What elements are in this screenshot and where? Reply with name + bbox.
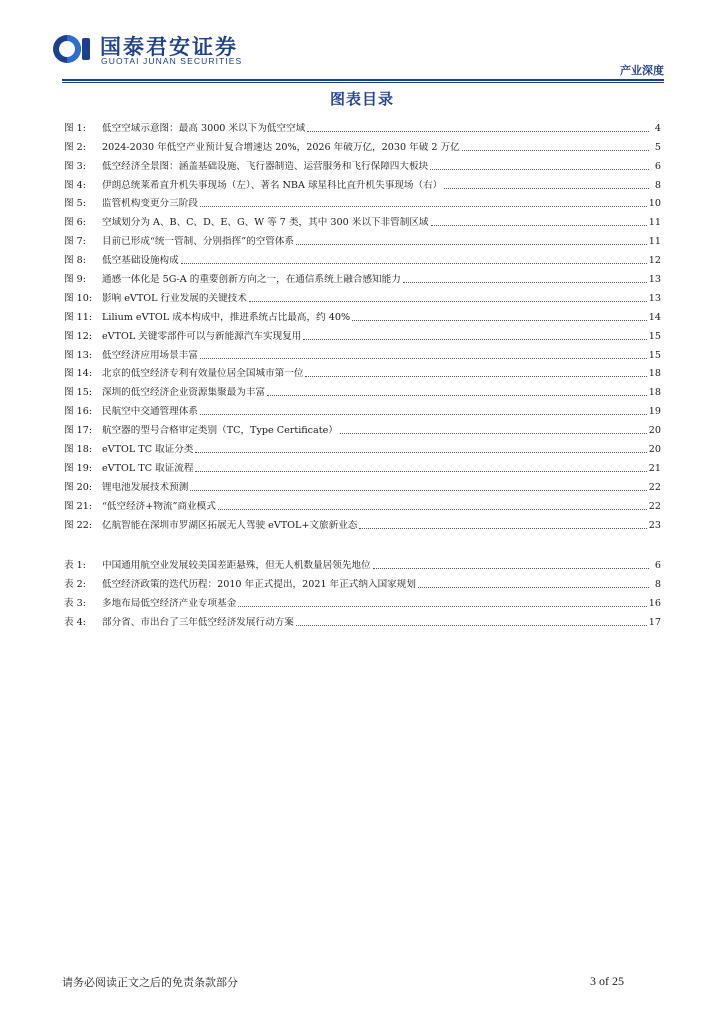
figure-toc-entry[interactable]: [64, 513, 661, 532]
toc-entry-number: 图 11:: [64, 311, 93, 323]
toc-entry-number: 表 3:: [64, 597, 86, 609]
toc-entry-title[interactable]: 多地布局低空经济产业专项基金: [102, 597, 237, 609]
toc-entry-number: 图 22:: [64, 519, 93, 531]
figure-toc-entry[interactable]: [64, 154, 661, 173]
toc-entry-title[interactable]: 低空经济全景图：涵盖基础设施、飞行器制造、运营服务和飞行保障四大板块: [102, 160, 429, 172]
toc-dot-leader: [462, 150, 649, 151]
toc-entry-page[interactable]: 18: [648, 368, 661, 380]
toc-entry-number: 图 18:: [64, 444, 93, 456]
toc-dot-leader: [218, 509, 647, 510]
toc-dot-leader: [200, 358, 647, 359]
toc-entry-page[interactable]: 20: [648, 425, 661, 437]
toc-dot-leader: [296, 244, 647, 245]
toc-entry-number: 图 19:: [64, 462, 93, 474]
figure-toc-entry[interactable]: [64, 456, 661, 475]
toc-entry-number: 图 13:: [64, 349, 93, 361]
toc-entry-number: 图 14:: [64, 368, 93, 380]
toc-entry-page[interactable]: 16: [648, 597, 661, 609]
toc-entry-title[interactable]: 低空经济政策的迭代历程：2010 年正式提出，2021 年正式纳入国家规划: [102, 578, 416, 590]
figure-toc-entry[interactable]: [64, 380, 661, 399]
toc-entry-number: 图 6:: [64, 217, 86, 229]
header-rule-thin: [62, 82, 664, 83]
toc-dot-leader: [238, 606, 646, 607]
toc-entry-title[interactable]: 低空空域示意图：最高 3000 米以下为低空空域: [102, 122, 306, 134]
figure-toc-entry[interactable]: [64, 135, 661, 154]
header-rule: [62, 79, 664, 81]
figure-toc-entry[interactable]: [64, 116, 661, 135]
toc-entry-number: 图 16:: [64, 406, 93, 418]
toc-entry-page[interactable]: 12: [648, 255, 661, 267]
toc-entry-number: 图 21:: [64, 500, 93, 512]
toc-title: 图表目录: [329, 90, 394, 108]
toc-entry-page[interactable]: 4: [654, 122, 661, 134]
figure-toc-entry[interactable]: [64, 286, 661, 305]
guotai-junan-logo-icon: [52, 34, 92, 64]
toc-entry-page[interactable]: 6: [654, 559, 661, 571]
toc-entry-number: 图 15:: [64, 387, 93, 399]
toc-entry-title[interactable]: 航空器的型号合格审定类别（TC，Type Certificate）: [102, 425, 338, 437]
toc-entry-title[interactable]: eVTOL 关键零部件可以与新能源汽车实现复用: [102, 330, 302, 342]
toc-dot-leader: [195, 471, 646, 472]
toc-entry-number: 图 17:: [64, 425, 93, 437]
toc-dot-leader: [340, 433, 647, 434]
toc-entry-page[interactable]: 17: [648, 616, 661, 628]
toc-entry-page[interactable]: 22: [648, 500, 661, 512]
toc-entry-page[interactable]: 20: [648, 444, 661, 456]
page-header: [0, 0, 724, 80]
figure-toc-entry[interactable]: [64, 324, 661, 343]
toc-entry-number: 图 10:: [64, 292, 93, 304]
toc-dot-leader: [181, 263, 647, 264]
figure-toc-list: [64, 116, 661, 532]
toc-entry-page[interactable]: 18: [648, 387, 661, 399]
toc-dot-leader: [190, 490, 646, 491]
toc-dot-leader: [296, 625, 647, 626]
toc-entry-page[interactable]: 14: [648, 311, 661, 323]
toc-entry-page[interactable]: 10: [648, 198, 661, 210]
toc-entry-number: 图 1:: [64, 122, 86, 134]
figure-toc-entry[interactable]: [64, 229, 661, 248]
toc-dot-leader: [200, 206, 647, 207]
toc-entry-title[interactable]: 低空经济应用场景丰富: [102, 349, 198, 361]
toc-entry-number: 图 7:: [64, 236, 86, 248]
toc-dot-leader: [267, 395, 647, 396]
toc-entry-title[interactable]: eVTOL TC 取证流程: [102, 462, 194, 474]
toc-entry-number: 图 4:: [64, 179, 86, 191]
footer-disclaimer: 请务必阅读正文之后的免责条款部分: [62, 976, 238, 989]
footer-page-number: 3 of 25: [590, 974, 624, 988]
table-toc-list: [64, 553, 661, 629]
toc-entry-number: 图 8:: [64, 255, 86, 267]
toc-entry-title[interactable]: 中国通用航空业发展较美国差距悬殊，但无人机数量居领先地位: [102, 559, 371, 571]
table-toc-entry[interactable]: [64, 572, 661, 591]
table-toc-entry[interactable]: [64, 553, 661, 572]
brand-name-en: GUOTAI JUNAN SECURITIES: [101, 56, 243, 66]
toc-entry-page[interactable]: 6: [654, 160, 661, 172]
toc-dot-leader: [418, 587, 649, 588]
toc-dot-leader: [307, 131, 649, 132]
toc-entry-title[interactable]: 低空基础设施构成: [102, 255, 179, 267]
toc-entry-title[interactable]: 北京的低空经济专利有效量位居全国城市第一位: [102, 368, 304, 380]
toc-entry-number: 图 2:: [64, 141, 86, 153]
toc-entry-title[interactable]: 通感一体化是 5G-A 的重要创新方向之一，在通信系统上融合感知能力: [102, 274, 401, 286]
toc-entry-number: 图 20:: [64, 481, 93, 493]
figure-toc-entry[interactable]: [64, 437, 661, 456]
toc-entry-number: 图 12:: [64, 330, 93, 342]
toc-entry-number: 图 9:: [64, 274, 86, 286]
toc-entry-title[interactable]: Lilium eVTOL 成本构成中，推进系统占比最高，约 40%: [102, 311, 351, 323]
figure-toc-entry[interactable]: [64, 248, 661, 267]
figure-toc-entry[interactable]: [64, 173, 661, 192]
toc-entry-title[interactable]: 部分省、市出台了三年低空经济发展行动方案: [102, 616, 294, 628]
toc-entry-page[interactable]: 19: [648, 406, 661, 418]
toc-entry-page[interactable]: 11: [648, 236, 661, 248]
toc-entry-title[interactable]: 伊朗总统莱希直升机失事现场（左）、著名 NBA 球星科比直升机失事现场（右）: [102, 179, 443, 191]
table-toc-entry[interactable]: [64, 610, 661, 629]
figure-toc-entry[interactable]: [64, 192, 661, 211]
figure-toc-entry[interactable]: [64, 494, 661, 513]
toc-entry-page[interactable]: 15: [648, 349, 661, 361]
toc-dot-leader: [303, 339, 646, 340]
toc-entry-title[interactable]: 2024-2030 年低空产业预计复合增速达 20%，2026 年破万亿，2030 年破 2 万亿: [102, 141, 460, 153]
toc-entry-title[interactable]: 民航空中交通管理体系: [102, 406, 198, 418]
figure-toc-entry[interactable]: [64, 418, 661, 437]
figure-toc-entry[interactable]: [64, 399, 661, 418]
toc-dot-leader: [444, 188, 649, 189]
toc-dot-leader: [430, 169, 649, 170]
toc-entry-title[interactable]: 影响 eVTOL 行业发展的关键技术: [102, 292, 247, 304]
figure-toc-entry[interactable]: [64, 210, 661, 229]
toc-dot-leader: [305, 376, 646, 377]
brand-name-cn: 国泰君安证券: [100, 35, 238, 59]
toc-entry-number: 图 5:: [64, 198, 86, 210]
toc-entry-page[interactable]: 21: [648, 462, 661, 474]
toc-entry-number: 表 1:: [64, 559, 86, 571]
toc-dot-leader: [249, 301, 647, 302]
toc-entry-title[interactable]: 深圳的低空经济企业资源集聚最为丰富: [102, 387, 266, 399]
toc-entry-title[interactable]: 空域划分为 A、B、C、D、E、G、W 等 7 类，其中 300 米以下非管制区域: [102, 217, 429, 229]
toc-entry-title[interactable]: 监管机构变更分三阶段: [102, 198, 198, 210]
toc-entry-page[interactable]: 13: [648, 274, 661, 286]
toc-entry-title[interactable]: “低空经济+物流”商业模式: [102, 500, 216, 512]
toc-entry-page[interactable]: 8: [654, 179, 661, 191]
figure-toc-entry[interactable]: [64, 343, 661, 362]
toc-dot-leader: [352, 320, 647, 321]
toc-dot-leader: [359, 528, 646, 529]
toc-entry-number: 图 3:: [64, 160, 86, 172]
figure-toc-entry[interactable]: [64, 305, 661, 324]
toc-entry-page[interactable]: 15: [648, 330, 661, 342]
toc-entry-page[interactable]: 13: [648, 292, 661, 304]
toc-entry-page[interactable]: 5: [654, 141, 661, 153]
toc-dot-leader: [195, 452, 646, 453]
toc-entry-title[interactable]: 目前已形成“统一管制、分别指挥”的空管体系: [102, 236, 295, 248]
figure-toc-entry[interactable]: [64, 475, 661, 494]
toc-entry-title[interactable]: 亿航智能在深圳市罗湖区拓展无人驾驶 eVTOL+文旅新业态: [102, 519, 358, 531]
document-type-label: 产业深度: [620, 64, 664, 77]
figure-toc-entry[interactable]: [64, 267, 661, 286]
toc-dot-leader: [403, 282, 647, 283]
toc-dot-leader: [373, 568, 649, 569]
figure-toc-entry[interactable]: [64, 362, 661, 381]
toc-dot-leader: [431, 225, 647, 226]
toc-entry-page[interactable]: 8: [654, 578, 661, 590]
toc-entry-number: 表 4:: [64, 616, 86, 628]
toc-entry-title[interactable]: eVTOL TC 取证分类: [102, 444, 194, 456]
table-toc-entry[interactable]: [64, 591, 661, 610]
toc-entry-number: 表 2:: [64, 578, 86, 590]
toc-entry-title[interactable]: 锂电池发展技术预测: [102, 481, 189, 493]
toc-entry-page[interactable]: 22: [648, 481, 661, 493]
toc-entry-page[interactable]: 11: [648, 217, 661, 229]
toc-dot-leader: [200, 414, 647, 415]
toc-entry-page[interactable]: 23: [648, 519, 661, 531]
